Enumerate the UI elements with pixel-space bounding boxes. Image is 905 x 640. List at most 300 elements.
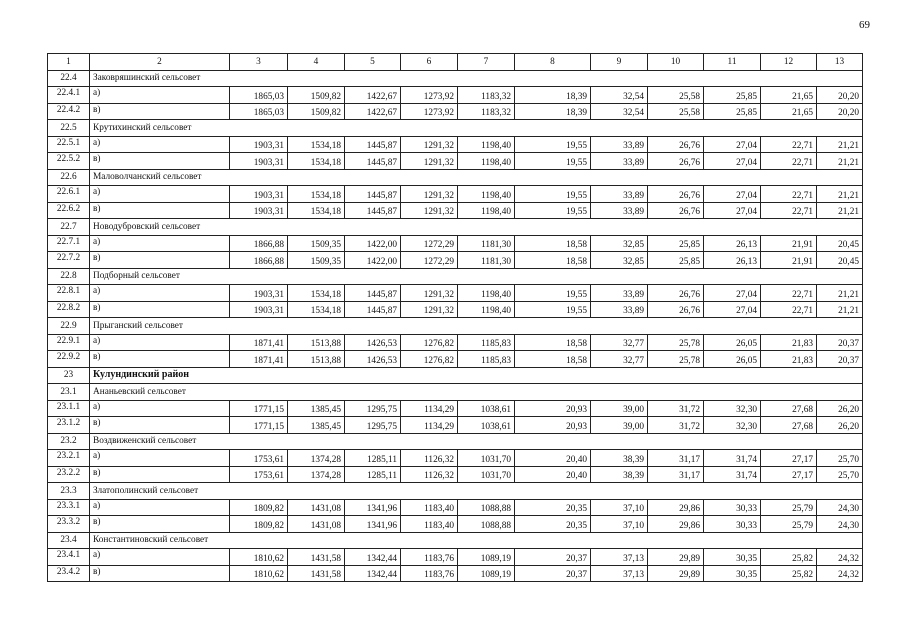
value-cell: 20,40 xyxy=(515,466,591,483)
group-code: 22.7 xyxy=(48,219,90,236)
row-code: 23.1.2 xyxy=(48,417,90,434)
value-cell: 1426,53 xyxy=(345,351,401,368)
row-label: а) xyxy=(90,186,230,203)
table-row xyxy=(48,565,863,582)
table-row xyxy=(48,516,863,533)
value-cell: 32,54 xyxy=(591,103,648,120)
value-cell: 21,83 xyxy=(761,334,817,351)
value-cell: 37,10 xyxy=(591,499,648,516)
table-row xyxy=(48,351,863,368)
value-cell: 39,00 xyxy=(591,417,648,434)
value-cell: 27,04 xyxy=(704,136,761,153)
table-row xyxy=(48,252,863,269)
value-cell: 21,21 xyxy=(817,202,863,219)
value-cell: 1198,40 xyxy=(458,186,515,203)
value-cell: 20,37 xyxy=(817,351,863,368)
row-code: 22.5.1 xyxy=(48,136,90,153)
value-cell: 30,35 xyxy=(704,549,761,566)
value-cell: 1291,32 xyxy=(401,186,458,203)
value-cell: 31,72 xyxy=(648,417,704,434)
value-cell: 26,76 xyxy=(648,136,704,153)
group-title: Златополинский сельсовет xyxy=(90,483,863,500)
value-cell: 1445,87 xyxy=(345,301,401,318)
row-code: 23.3.1 xyxy=(48,499,90,516)
value-cell: 25,58 xyxy=(648,103,704,120)
value-cell: 1183,32 xyxy=(458,87,515,104)
value-cell: 1089,19 xyxy=(458,565,515,582)
value-cell: 26,76 xyxy=(648,202,704,219)
value-cell: 1374,28 xyxy=(288,450,345,467)
value-cell: 1183,76 xyxy=(401,549,458,566)
value-cell: 27,68 xyxy=(761,400,817,417)
group-code: 22.6 xyxy=(48,169,90,186)
row-code: 22.4.2 xyxy=(48,103,90,120)
value-cell: 22,71 xyxy=(761,301,817,318)
value-cell: 1903,31 xyxy=(230,301,288,318)
value-cell: 21,65 xyxy=(761,103,817,120)
value-cell: 21,91 xyxy=(761,235,817,252)
value-cell: 1185,83 xyxy=(458,351,515,368)
table-row xyxy=(48,103,863,120)
value-cell: 1753,61 xyxy=(230,466,288,483)
value-cell: 27,04 xyxy=(704,301,761,318)
value-cell: 24,30 xyxy=(817,499,863,516)
value-cell: 1272,29 xyxy=(401,252,458,269)
value-cell: 20,20 xyxy=(817,87,863,104)
row-code: 22.5.2 xyxy=(48,153,90,170)
table-row xyxy=(48,499,863,516)
value-cell: 19,55 xyxy=(515,202,591,219)
value-cell: 20,37 xyxy=(515,565,591,582)
value-cell: 1810,62 xyxy=(230,549,288,566)
value-cell: 27,04 xyxy=(704,285,761,302)
group-code: 22.4 xyxy=(48,70,90,87)
row-code: 22.8.1 xyxy=(48,285,90,302)
tariff-table xyxy=(47,53,863,582)
value-cell: 1273,92 xyxy=(401,87,458,104)
group-code: 22.5 xyxy=(48,120,90,137)
value-cell: 21,21 xyxy=(817,186,863,203)
row-code: 22.8.2 xyxy=(48,301,90,318)
table-row xyxy=(48,466,863,483)
value-cell: 1295,75 xyxy=(345,400,401,417)
value-cell: 1866,88 xyxy=(230,252,288,269)
value-cell: 33,89 xyxy=(591,301,648,318)
group-code: 22.8 xyxy=(48,268,90,285)
value-cell: 1291,32 xyxy=(401,285,458,302)
value-cell: 25,85 xyxy=(648,235,704,252)
value-cell: 1509,35 xyxy=(288,235,345,252)
row-label: в) xyxy=(90,516,230,533)
value-cell: 22,71 xyxy=(761,136,817,153)
column-header: 8 xyxy=(515,54,591,71)
value-cell: 1342,44 xyxy=(345,565,401,582)
group-row xyxy=(48,318,863,335)
value-cell: 1341,96 xyxy=(345,516,401,533)
value-cell: 1809,82 xyxy=(230,499,288,516)
table-row xyxy=(48,87,863,104)
value-cell: 18,39 xyxy=(515,103,591,120)
value-cell: 21,21 xyxy=(817,285,863,302)
value-cell: 33,89 xyxy=(591,136,648,153)
value-cell: 22,71 xyxy=(761,285,817,302)
table-row xyxy=(48,153,863,170)
value-cell: 1865,03 xyxy=(230,87,288,104)
row-label: а) xyxy=(90,285,230,302)
value-cell: 1445,87 xyxy=(345,136,401,153)
value-cell: 1810,62 xyxy=(230,565,288,582)
value-cell: 1198,40 xyxy=(458,153,515,170)
value-cell: 1134,29 xyxy=(401,400,458,417)
value-cell: 20,37 xyxy=(817,334,863,351)
value-cell: 1276,82 xyxy=(401,334,458,351)
row-label: а) xyxy=(90,499,230,516)
value-cell: 1038,61 xyxy=(458,417,515,434)
value-cell: 1276,82 xyxy=(401,351,458,368)
value-cell: 1291,32 xyxy=(401,153,458,170)
row-code: 22.7.1 xyxy=(48,235,90,252)
value-cell: 31,74 xyxy=(704,466,761,483)
value-cell: 1809,82 xyxy=(230,516,288,533)
row-label: а) xyxy=(90,235,230,252)
value-cell: 37,13 xyxy=(591,565,648,582)
group-row xyxy=(48,120,863,137)
value-cell: 24,32 xyxy=(817,549,863,566)
value-cell: 1445,87 xyxy=(345,153,401,170)
value-cell: 1509,35 xyxy=(288,252,345,269)
group-title: Заковряшинский сельсовет xyxy=(90,70,863,87)
table-row xyxy=(48,549,863,566)
value-cell: 22,71 xyxy=(761,153,817,170)
column-header: 2 xyxy=(90,54,230,71)
table-row xyxy=(48,417,863,434)
value-cell: 1088,88 xyxy=(458,499,515,516)
group-code: 22.9 xyxy=(48,318,90,335)
table-row xyxy=(48,235,863,252)
value-cell: 20,45 xyxy=(817,235,863,252)
value-cell: 20,37 xyxy=(515,549,591,566)
value-cell: 27,17 xyxy=(761,450,817,467)
value-cell: 1126,32 xyxy=(401,450,458,467)
value-cell: 1198,40 xyxy=(458,202,515,219)
value-cell: 1422,67 xyxy=(345,103,401,120)
value-cell: 1185,83 xyxy=(458,334,515,351)
group-title: Маловолчанский сельсовет xyxy=(90,169,863,186)
value-cell: 25,79 xyxy=(761,499,817,516)
value-cell: 37,13 xyxy=(591,549,648,566)
value-cell: 25,70 xyxy=(817,450,863,467)
value-cell: 1272,29 xyxy=(401,235,458,252)
value-cell: 20,35 xyxy=(515,499,591,516)
value-cell: 1509,82 xyxy=(288,103,345,120)
group-code: 23.1 xyxy=(48,384,90,401)
group-row xyxy=(48,433,863,450)
value-cell: 1431,58 xyxy=(288,565,345,582)
group-code: 23.2 xyxy=(48,433,90,450)
value-cell: 18,58 xyxy=(515,252,591,269)
value-cell: 1445,87 xyxy=(345,202,401,219)
value-cell: 29,89 xyxy=(648,549,704,566)
value-cell: 18,39 xyxy=(515,87,591,104)
value-cell: 25,82 xyxy=(761,549,817,566)
value-cell: 25,78 xyxy=(648,334,704,351)
value-cell: 21,21 xyxy=(817,153,863,170)
value-cell: 1431,58 xyxy=(288,549,345,566)
value-cell: 30,33 xyxy=(704,499,761,516)
value-cell: 27,04 xyxy=(704,186,761,203)
value-cell: 21,83 xyxy=(761,351,817,368)
row-label: а) xyxy=(90,450,230,467)
value-cell: 1291,32 xyxy=(401,202,458,219)
group-title: Воздвиженский сельсовет xyxy=(90,433,863,450)
value-cell: 26,05 xyxy=(704,334,761,351)
column-header: 5 xyxy=(345,54,401,71)
table-row xyxy=(48,334,863,351)
value-cell: 1431,08 xyxy=(288,499,345,516)
value-cell: 1422,00 xyxy=(345,235,401,252)
value-cell: 19,55 xyxy=(515,186,591,203)
table-row xyxy=(48,186,863,203)
value-cell: 25,85 xyxy=(648,252,704,269)
value-cell: 27,17 xyxy=(761,466,817,483)
value-cell: 18,58 xyxy=(515,235,591,252)
value-cell: 1534,18 xyxy=(288,153,345,170)
value-cell: 1089,19 xyxy=(458,549,515,566)
value-cell: 1903,31 xyxy=(230,186,288,203)
value-cell: 21,65 xyxy=(761,87,817,104)
group-title: Крутихинский сельсовет xyxy=(90,120,863,137)
value-cell: 22,71 xyxy=(761,202,817,219)
value-cell: 20,45 xyxy=(817,252,863,269)
value-cell: 31,74 xyxy=(704,450,761,467)
table-row xyxy=(48,285,863,302)
value-cell: 33,89 xyxy=(591,186,648,203)
column-header: 12 xyxy=(761,54,817,71)
row-label: а) xyxy=(90,87,230,104)
value-cell: 1198,40 xyxy=(458,285,515,302)
value-cell: 1374,28 xyxy=(288,466,345,483)
row-label: в) xyxy=(90,565,230,582)
value-cell: 32,85 xyxy=(591,235,648,252)
value-cell: 1341,96 xyxy=(345,499,401,516)
value-cell: 1903,31 xyxy=(230,153,288,170)
value-cell: 33,89 xyxy=(591,153,648,170)
table-row xyxy=(48,400,863,417)
value-cell: 25,70 xyxy=(817,466,863,483)
value-cell: 29,86 xyxy=(648,516,704,533)
value-cell: 26,76 xyxy=(648,186,704,203)
group-title: Прыганский сельсовет xyxy=(90,318,863,335)
value-cell: 1198,40 xyxy=(458,136,515,153)
column-header: 9 xyxy=(591,54,648,71)
value-cell: 1183,76 xyxy=(401,565,458,582)
value-cell: 1031,70 xyxy=(458,450,515,467)
value-cell: 38,39 xyxy=(591,450,648,467)
value-cell: 21,21 xyxy=(817,301,863,318)
value-cell: 1871,41 xyxy=(230,351,288,368)
group-title: Подборный сельсовет xyxy=(90,268,863,285)
value-cell: 1181,30 xyxy=(458,235,515,252)
value-cell: 1126,32 xyxy=(401,466,458,483)
value-cell: 1513,88 xyxy=(288,334,345,351)
value-cell: 1871,41 xyxy=(230,334,288,351)
value-cell: 25,85 xyxy=(704,87,761,104)
group-code: 23.4 xyxy=(48,532,90,549)
value-cell: 33,89 xyxy=(591,202,648,219)
value-cell: 1866,88 xyxy=(230,235,288,252)
group-code: 23 xyxy=(48,367,90,384)
group-row xyxy=(48,384,863,401)
column-header: 3 xyxy=(230,54,288,71)
value-cell: 27,04 xyxy=(704,202,761,219)
value-cell: 25,82 xyxy=(761,565,817,582)
value-cell: 32,77 xyxy=(591,351,648,368)
value-cell: 1385,45 xyxy=(288,400,345,417)
row-label: в) xyxy=(90,202,230,219)
group-row xyxy=(48,219,863,236)
value-cell: 26,20 xyxy=(817,400,863,417)
value-cell: 20,93 xyxy=(515,400,591,417)
row-code: 22.9.2 xyxy=(48,351,90,368)
value-cell: 21,21 xyxy=(817,136,863,153)
value-cell: 32,77 xyxy=(591,334,648,351)
value-cell: 21,91 xyxy=(761,252,817,269)
value-cell: 33,89 xyxy=(591,285,648,302)
value-cell: 1183,32 xyxy=(458,103,515,120)
value-cell: 1865,03 xyxy=(230,103,288,120)
value-cell: 25,79 xyxy=(761,516,817,533)
row-code: 23.3.2 xyxy=(48,516,90,533)
value-cell: 26,20 xyxy=(817,417,863,434)
value-cell: 1534,18 xyxy=(288,202,345,219)
column-header: 13 xyxy=(817,54,863,71)
value-cell: 1285,11 xyxy=(345,450,401,467)
value-cell: 19,55 xyxy=(515,301,591,318)
page-number: 69 xyxy=(859,19,870,31)
value-cell: 31,17 xyxy=(648,466,704,483)
row-code: 23.4.2 xyxy=(48,565,90,582)
value-cell: 27,68 xyxy=(761,417,817,434)
value-cell: 1134,29 xyxy=(401,417,458,434)
value-cell: 1903,31 xyxy=(230,202,288,219)
value-cell: 1513,88 xyxy=(288,351,345,368)
row-label: а) xyxy=(90,334,230,351)
group-title: Кулундинский район xyxy=(90,367,863,384)
group-row xyxy=(48,532,863,549)
value-cell: 31,17 xyxy=(648,450,704,467)
group-row xyxy=(48,169,863,186)
row-code: 22.7.2 xyxy=(48,252,90,269)
value-cell: 1445,87 xyxy=(345,285,401,302)
value-cell: 26,76 xyxy=(648,285,704,302)
value-cell: 1509,82 xyxy=(288,87,345,104)
value-cell: 30,33 xyxy=(704,516,761,533)
value-cell: 37,10 xyxy=(591,516,648,533)
value-cell: 19,55 xyxy=(515,153,591,170)
value-cell: 32,30 xyxy=(704,417,761,434)
row-label: а) xyxy=(90,400,230,417)
column-header: 10 xyxy=(648,54,704,71)
value-cell: 1445,87 xyxy=(345,186,401,203)
value-cell: 1181,30 xyxy=(458,252,515,269)
group-row xyxy=(48,483,863,500)
value-cell: 20,20 xyxy=(817,103,863,120)
value-cell: 1031,70 xyxy=(458,466,515,483)
value-cell: 25,58 xyxy=(648,87,704,104)
value-cell: 1422,00 xyxy=(345,252,401,269)
row-label: в) xyxy=(90,417,230,434)
group-title: Ананьевский сельсовет xyxy=(90,384,863,401)
value-cell: 1534,18 xyxy=(288,186,345,203)
value-cell: 1771,15 xyxy=(230,417,288,434)
table-body xyxy=(48,54,863,582)
value-cell: 1534,18 xyxy=(288,285,345,302)
value-cell: 19,55 xyxy=(515,136,591,153)
region-row xyxy=(48,367,863,384)
value-cell: 1753,61 xyxy=(230,450,288,467)
value-cell: 1285,11 xyxy=(345,466,401,483)
value-cell: 1183,40 xyxy=(401,499,458,516)
row-label: а) xyxy=(90,136,230,153)
value-cell: 1426,53 xyxy=(345,334,401,351)
value-cell: 1385,45 xyxy=(288,417,345,434)
value-cell: 26,76 xyxy=(648,301,704,318)
value-cell: 1088,88 xyxy=(458,516,515,533)
column-header: 4 xyxy=(288,54,345,71)
value-cell: 20,40 xyxy=(515,450,591,467)
value-cell: 24,30 xyxy=(817,516,863,533)
value-cell: 18,58 xyxy=(515,351,591,368)
value-cell: 1198,40 xyxy=(458,301,515,318)
value-cell: 39,00 xyxy=(591,400,648,417)
row-label: в) xyxy=(90,301,230,318)
value-cell: 18,58 xyxy=(515,334,591,351)
value-cell: 20,93 xyxy=(515,417,591,434)
group-code: 23.3 xyxy=(48,483,90,500)
value-cell: 1038,61 xyxy=(458,400,515,417)
value-cell: 31,72 xyxy=(648,400,704,417)
row-code: 22.9.1 xyxy=(48,334,90,351)
row-code: 22.4.1 xyxy=(48,87,90,104)
value-cell: 29,86 xyxy=(648,499,704,516)
row-label: в) xyxy=(90,153,230,170)
header-row xyxy=(48,54,863,71)
table-row xyxy=(48,136,863,153)
value-cell: 26,76 xyxy=(648,153,704,170)
table-row xyxy=(48,450,863,467)
row-code: 23.2.2 xyxy=(48,466,90,483)
value-cell: 1295,75 xyxy=(345,417,401,434)
value-cell: 1183,40 xyxy=(401,516,458,533)
value-cell: 1903,31 xyxy=(230,136,288,153)
value-cell: 26,13 xyxy=(704,235,761,252)
value-cell: 25,78 xyxy=(648,351,704,368)
row-code: 23.2.1 xyxy=(48,450,90,467)
row-label: в) xyxy=(90,466,230,483)
column-header: 6 xyxy=(401,54,458,71)
group-row xyxy=(48,268,863,285)
value-cell: 25,85 xyxy=(704,103,761,120)
value-cell: 1534,18 xyxy=(288,301,345,318)
value-cell: 26,13 xyxy=(704,252,761,269)
value-cell: 22,71 xyxy=(761,186,817,203)
value-cell: 19,55 xyxy=(515,285,591,302)
value-cell: 20,35 xyxy=(515,516,591,533)
group-title: Новодубровский сельсовет xyxy=(90,219,863,236)
row-label: а) xyxy=(90,549,230,566)
value-cell: 1273,92 xyxy=(401,103,458,120)
group-title: Константиновский сельсовет xyxy=(90,532,863,549)
